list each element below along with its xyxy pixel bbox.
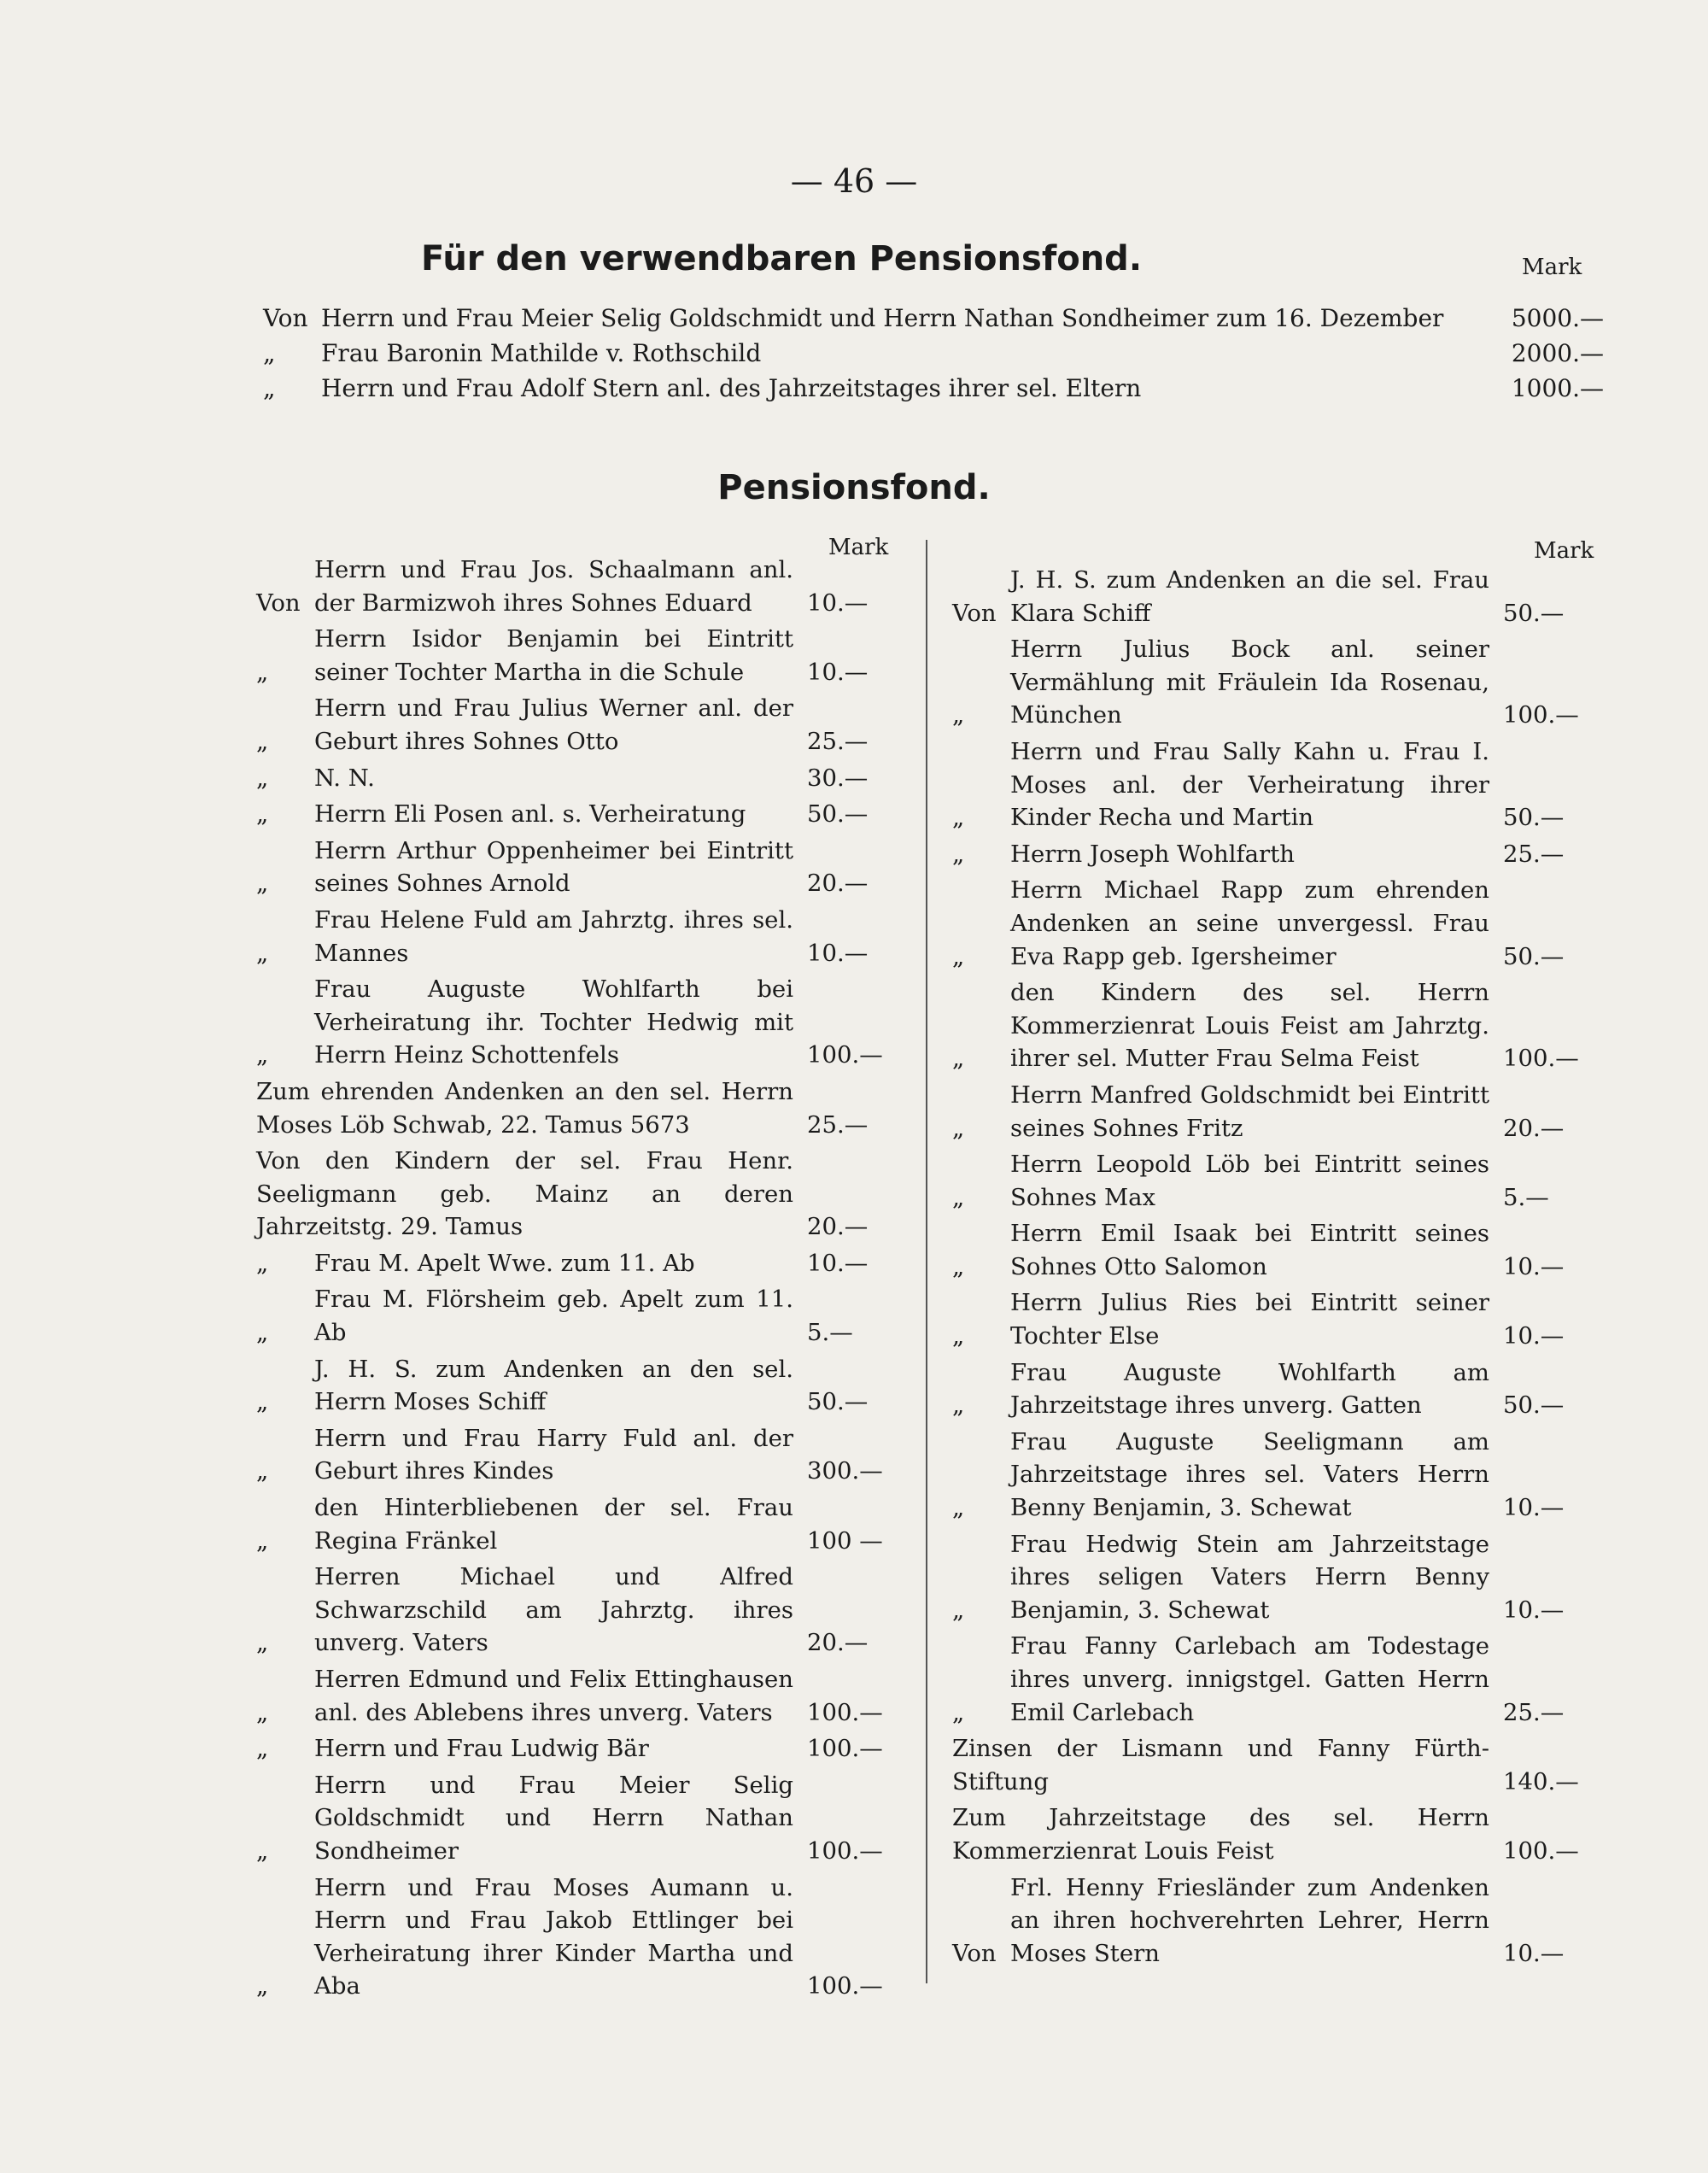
entry-marker: „ [952,1045,965,1073]
entry-marker: „ [952,1698,965,1726]
entry-amount: 10.— [1503,1252,1565,1280]
entry-text: Frau Baronin Mathilde v. Rothschild [321,339,762,367]
entry-marker: „ [256,1735,269,1763]
entry-marker: „ [256,870,269,898]
entry-text: Herrn Isidor Benjamin bei Eintritt seiner Tochter Martha in die Schule [314,625,793,686]
entry-text: Zinsen der Lismann und Fanny Fürth-Stiftung [952,1735,1489,1795]
entry-text: Herrn Julius Bock anl. seiner Vermählung mit Fräulein Ida Rosenau, München [1010,636,1489,729]
entry-marker: „ [952,1183,965,1211]
entry-amount: 25.— [807,727,869,755]
donation-entry [952,1217,1601,1283]
entry-marker: Von [256,589,301,617]
entry-text: Von den Kindern der sel. Frau Henr. Seeligmann geb. Mainz an deren Jahrzeitstg. 29. Tamus [256,1147,793,1241]
mark-column-header-right: Mark [1534,538,1594,564]
entry-text: Herrn und Frau Adolf Stern anl. des Jahrzeitstages ihrer sel. Eltern [321,374,1142,402]
entry-marker: „ [256,764,269,792]
entry-marker: „ [256,1249,269,1277]
pensionsfond-right-column [952,564,1601,1973]
donation-entry [256,554,892,619]
entry-amount: 300.— [807,1457,883,1485]
entry-amount: 10.— [1503,1596,1565,1624]
entry-marker: „ [952,1494,965,1522]
donation-entry [256,798,892,831]
entry-amount: 100.— [807,1836,883,1865]
entry-text: Herrn Michael Rapp zum ehrenden Andenken an seine unvergessl. Frau Eva Rapp geb. Igersheimer [1010,876,1489,970]
entry-marker: Von [263,304,308,332]
entry-text: Frl. Henny Friesländer zum Andenken an ihren hochverehrten Lehrer, Herrn Moses Stern [1010,1873,1489,1967]
entry-amount: 100.— [807,1735,883,1763]
entry-text: J. H. S. zum Andenken an die sel. Frau Klara Schiff [1010,566,1489,627]
donation-entry [256,762,892,795]
entry-marker: „ [952,1391,965,1420]
donation-entry [256,1247,892,1280]
entry-marker: „ [952,701,965,729]
entry-text: Herrn Eli Posen anl. s. Verheiratung [314,800,746,829]
verwendbarer-pensionsfond-list [263,301,1604,406]
donation-entry [256,1075,892,1141]
entry-text: Herrn Emil Isaak bei Eintritt seines Sohnes Otto Salomon [1010,1220,1489,1280]
entry-amount: 10.— [807,589,869,617]
entry-marker: „ [952,840,965,868]
donation-entry [952,1356,1601,1422]
entry-amount: 100.— [1503,1045,1579,1073]
entry-text: Herrn und Frau Julius Werner anl. der Geburt ihres Sohnes Otto [314,694,793,755]
entry-marker: „ [256,1836,269,1865]
entry-marker: Von [952,599,997,627]
entry-text: Herrn und Frau Meier Selig Goldschmidt und Herrn Nathan Sondheimer zum 16. Dezember [321,304,1444,332]
donation-entry [952,735,1601,835]
entry-text: Herrn und Frau Sally Kahn u. Frau I. Moses anl. der Verheiratung ihrer Kinder Recha und Martin [1010,737,1489,832]
entry-text: Herrn Arthur Oppenheimer bei Eintritt seines Sohnes Arnold [314,836,793,898]
donation-entry [952,1732,1601,1798]
mark-column-header-left: Mark [828,535,889,560]
donation-entry [256,1491,892,1557]
donation-entry [952,976,1601,1075]
donation-entry [263,336,1604,371]
entry-text: J. H. S. zum Andenken an den sel. Herrn Moses Schiff [314,1355,793,1416]
entry-amount: 20.— [807,870,869,898]
entry-amount: 100.— [807,1698,883,1726]
entry-marker: „ [952,1596,965,1624]
pensionsfond-left-column [256,554,892,2006]
donation-entry [256,692,892,758]
entry-marker: „ [952,1322,965,1350]
entry-marker: „ [952,1252,965,1280]
donation-entry [256,623,892,688]
entry-text: Herrn und Frau Jos. Schaalmann anl. der Barmizwoh ihres Sohnes Eduard [314,556,793,617]
entry-amount: 25.— [1503,840,1565,868]
entry-text: Frau Auguste Wohlfarth bei Verheiratung ihr. Tochter Hedwig mit Herrn Heinz Schottenfels [314,975,793,1069]
entry-amount: 10.— [1503,1939,1565,1967]
entry-amount: 20.— [807,1213,869,1241]
entry-marker: „ [256,1388,269,1416]
donation-entry [256,1145,892,1244]
entry-amount: 10.— [807,1249,869,1277]
entry-text: den Kindern des sel. Herrn Kommerzienrat Louis Feist am Jahrztg. ihrer sel. Mutter Frau Selma Feist [1010,979,1489,1073]
donation-entry [263,371,1604,406]
donation-entry [952,1871,1601,1971]
section-title-pensionsfond: Pensionsfond. [717,468,991,507]
donation-entry [952,1528,1601,1627]
entry-marker: „ [256,1972,269,2000]
entry-text: Herrn Julius Ries bei Eintritt seiner Tochter Else [1010,1289,1489,1350]
donation-entry [256,973,892,1072]
entry-text: Frau M. Flörsheim geb. Apelt zum 11. Ab [314,1286,793,1347]
entry-marker: „ [256,939,269,967]
entry-amount: 2000.— [1511,339,1604,367]
donation-entry [952,874,1601,973]
column-divider [926,540,927,1983]
entry-amount: 5.— [1503,1183,1549,1211]
entry-marker: „ [263,339,276,367]
donation-entry [952,1079,1601,1145]
entry-marker: Von [952,1939,997,1967]
entry-marker: „ [952,804,965,832]
entry-amount: 140.— [1503,1767,1579,1795]
entry-text: Frau Auguste Seeligmann am Jahrzeitstage ihres sel. Vaters Herrn Benny Benjamin, 3. Schewat [1010,1427,1489,1522]
mark-column-header: Mark [1522,255,1582,280]
entry-text: Herren Michael und Alfred Schwarzschild am Jahrztg. ihres unverg. Vaters [314,1563,793,1657]
entry-text: Herrn Joseph Wohlfarth [1010,840,1295,868]
entry-text: Herrn und Frau Harry Fuld anl. der Geburt ihres Kindes [314,1424,793,1485]
entry-amount: 100.— [807,1972,883,2000]
entry-text: Frau Hedwig Stein am Jahrzeitstage ihres seligen Vaters Herrn Benny Benjamin, 3. Schewat [1010,1530,1489,1624]
entry-text: Zum Jahrzeitstage des sel. Herrn Kommerzienrat Louis Feist [952,1804,1489,1865]
entry-amount: 50.— [807,1388,869,1416]
entry-text: Herrn und Frau Meier Selig Goldschmidt und Herrn Nathan Sondheimer [314,1771,793,1865]
donation-entry [256,1422,892,1488]
donation-entry [256,1561,892,1660]
entry-text: Frau Auguste Wohlfarth am Jahrzeitstage ihres unverg. Gatten [1010,1358,1489,1420]
entry-amount: 100 — [807,1526,883,1555]
section-title-verwendbarer-pensionsfond: Für den verwendbaren Pensionsfond. [420,239,1143,278]
donation-entry [263,301,1604,336]
entry-amount: 10.— [1503,1322,1565,1350]
entry-amount: 50.— [1503,942,1565,970]
entry-amount: 25.— [1503,1698,1565,1726]
donation-entry [256,1732,892,1766]
entry-amount: 20.— [807,1629,869,1657]
entry-text: Zum ehrenden Andenken an den sel. Herrn Moses Löb Schwab, 22. Tamus 5673 [256,1077,793,1139]
entry-amount: 100.— [1503,1836,1579,1865]
page-number: — 46 — [790,162,918,200]
entry-marker: „ [256,1629,269,1657]
donation-entry [952,633,1601,732]
entry-text: Herrn und Frau Ludwig Bär [314,1735,649,1763]
entry-text: den Hinterbliebenen der sel. Frau Regina Fränkel [314,1494,793,1555]
entry-marker: „ [256,1698,269,1726]
entry-marker: „ [952,1114,965,1142]
entry-amount: 5000.— [1511,304,1604,332]
entry-amount: 50.— [1503,599,1565,627]
donation-entry [952,1801,1601,1867]
entry-text: Herren Edmund und Felix Ettinghausen anl. des Ablebens ihres unverg. Vaters [314,1666,793,1726]
entry-amount: 50.— [1503,1391,1565,1420]
donation-entry [952,564,1601,630]
entry-amount: 5.— [807,1319,853,1347]
donation-entry [952,838,1601,871]
donation-entry [256,1871,892,2003]
entry-amount: 10.— [1503,1494,1565,1522]
entry-marker: „ [952,942,965,970]
donation-entry [952,1148,1601,1214]
entry-text: Herrn und Frau Moses Aumann u. Herrn und Frau Jakob Ettlinger bei Verheiratung ihrer Kinder Martha und Aba [314,1873,793,2000]
entry-amount: 20.— [1503,1114,1565,1142]
entry-text: Frau M. Apelt Wwe. zum 11. Ab [314,1249,695,1277]
entry-marker: „ [256,658,269,686]
donation-entry [256,1663,892,1729]
entry-amount: 30.— [807,764,869,792]
entry-marker: „ [256,1041,269,1069]
donation-entry [256,904,892,969]
entry-marker: „ [256,1457,269,1485]
entry-amount: 50.— [807,800,869,829]
donation-entry [952,1630,1601,1729]
entry-amount: 25.— [807,1110,869,1139]
entry-marker: „ [256,800,269,829]
entry-amount: 10.— [807,658,869,686]
donation-entry [256,1353,892,1419]
entry-amount: 50.— [1503,804,1565,832]
donation-entry [952,1286,1601,1352]
donation-entry [256,1283,892,1349]
entry-text: Herrn Leopold Löb bei Eintritt seines Sohnes Max [1010,1151,1489,1211]
entry-amount: 100.— [807,1041,883,1069]
entry-amount: 100.— [1503,701,1579,729]
entry-marker: „ [263,374,276,402]
entry-text: N. N. [314,764,375,792]
entry-marker: „ [256,727,269,755]
entry-marker: „ [256,1526,269,1555]
donation-entry [952,1426,1601,1525]
donation-entry [256,1769,892,1868]
entry-marker: „ [256,1319,269,1347]
entry-amount: 1000.— [1511,374,1604,402]
entry-text: Frau Helene Fuld am Jahrztg. ihres sel. Mannes [314,905,793,967]
entry-text: Herrn Manfred Goldschmidt bei Eintritt seines Sohnes Fritz [1010,1081,1489,1142]
entry-text: Frau Fanny Carlebach am Todestage ihres unverg. innigstgel. Gatten Herrn Emil Carlebach [1010,1632,1489,1726]
entry-amount: 10.— [807,939,869,967]
donation-entry [256,835,892,900]
